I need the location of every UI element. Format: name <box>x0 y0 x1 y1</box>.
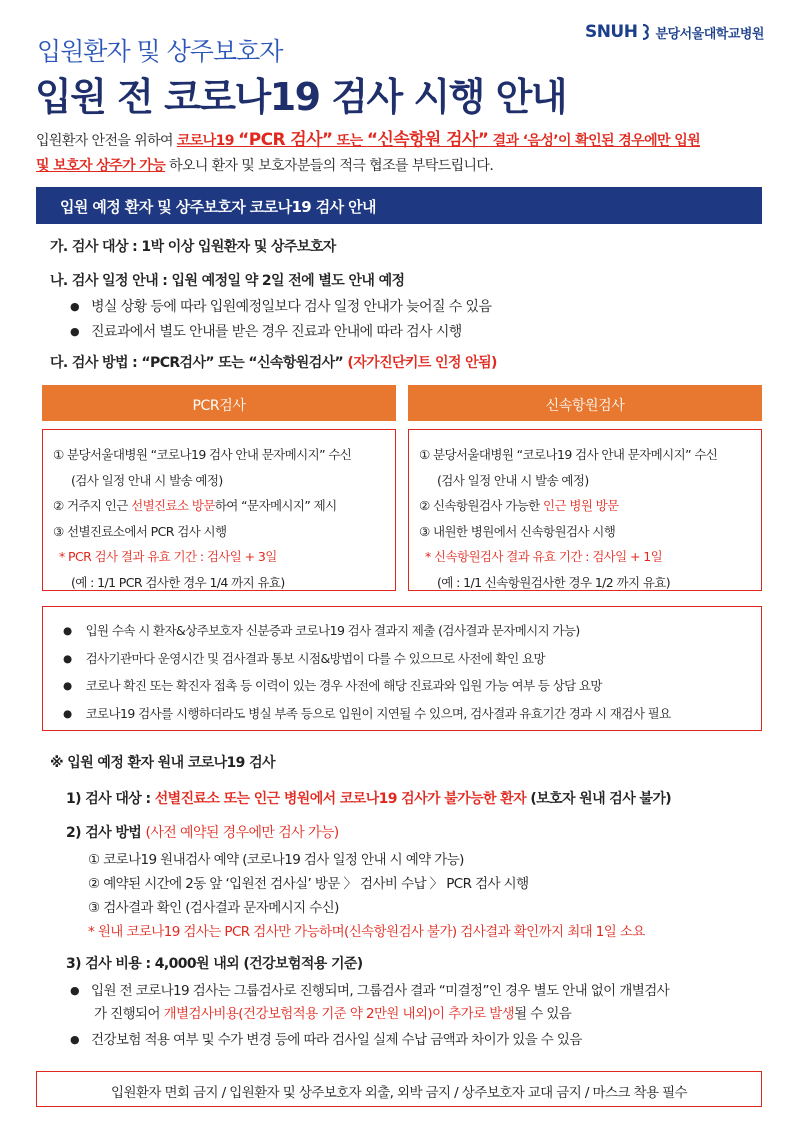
intro-highlight-or: 또는 <box>332 133 367 149</box>
section2-cost-bullet-2: ● 건강보험 적용 여부 및 수가 변경 등에 따라 검사일 실제 수납 금액과 차이가 있을 수 있음 <box>70 1028 582 1048</box>
pcr-step-1: ① 분당서울대병원 “코로나19 검사 안내 문자메시지” 수신 <box>53 447 352 462</box>
notice-item: ● 코로나19 검사를 시행하더라도 병실 부족 등으로 입원이 지연될 수 있으며, 검사결과 유효기간 경과 시 재검사 필요 <box>63 701 761 729</box>
notice-box <box>42 606 762 731</box>
intro-highlight-negative: 결과 ‘음성’이 확인된 경우에만 입원 <box>488 133 701 149</box>
logo-hospital-name: 분당서울대학교병원 <box>655 26 764 42</box>
rapid-step-2 <box>419 493 761 519</box>
section2-target-highlight: 선별진료소 또는 인근 병원에서 코로나19 검사가 불가능한 환자 <box>154 791 527 807</box>
pcr-body <box>42 429 396 591</box>
section2-cost-bullet-1-cont <box>94 1002 571 1022</box>
pcr-step-2-c: 하여 “문자메시지” 제시 <box>214 498 337 513</box>
item-da <box>50 352 497 372</box>
section-banner: 입원 예정 환자 및 상주보호자 코로나19 검사 안내 <box>36 187 762 224</box>
rapid-step-1: ① 분당서울대병원 “코로나19 검사 안내 문자메시지” 수신 <box>419 447 718 462</box>
intro-highlight-pcr: “PCR 검사” <box>238 130 333 150</box>
rapid-step-3: ③ 내원한 병원에서 신속항원검사 시행 <box>419 523 616 539</box>
test-method-columns <box>42 385 762 599</box>
section2-target-label: 1) 검사 대상 : <box>66 791 155 807</box>
intro-highlight-guardian: 및 보호자 상주가 가능 <box>36 158 166 174</box>
pcr-step-2-a: ② 거주지 인근 <box>53 498 132 513</box>
section2-method-step-1: ① 코로나19 원내검사 예약 (코로나19 검사 일정 안내 시 예약 가능) <box>88 852 464 868</box>
notice-item: ● 코로나 확진 또는 확진자 접촉 등 이력이 있는 경우 사전에 해당 진료과와 입원 가능 여부 등 상담 요망 <box>63 673 761 701</box>
rapid-header: 신속항원검사 <box>408 385 762 421</box>
section2-method-warning: * 원내 코로나19 검사는 PCR 검사만 가능하며(신속항원검사 불가) 검사결과 확인까지 최대 1일 소요 <box>88 924 645 940</box>
section2-method <box>66 822 339 842</box>
rapid-validity-example: (예 : 1/1 신속항원검사한 경우 1/2 까지 유효) <box>437 574 671 590</box>
page-title: 입원 전 코로나19 검사 시행 안내 <box>35 75 567 119</box>
rapid-step-2-a: ② 신속항원검사 가능한 <box>419 498 544 513</box>
intro-paragraph <box>36 128 766 179</box>
section2-method-step-2: ② 예약된 시간에 2동 앞 ‘입원전 검사실’ 방문 〉 검사비 수납 〉 PCR 검사 시행 <box>88 876 529 892</box>
pcr-step-1-note: (검사 일정 안내 시 발송 예정) <box>71 472 223 488</box>
intro-highlight-rapid: “신속항원 검사” <box>366 130 489 150</box>
rapid-step-2-highlight: 인근 병원 방문 <box>543 498 619 513</box>
section2-cost-cont-c: 될 수 있음 <box>514 1006 572 1022</box>
pcr-step-2 <box>53 493 395 519</box>
hospital-logo <box>585 22 764 42</box>
pcr-step-2-highlight: 선별진료소 방문 <box>131 498 215 513</box>
rapid-step-1-note: (검사 일정 안내 시 발송 예정) <box>437 472 589 488</box>
section2-target-note: (보호자 원내 검사 불가) <box>526 791 672 807</box>
logo-mark-icon <box>641 23 651 41</box>
item-na-bullet-2: ● 진료과에서 별도 안내를 받은 경우 진료과 안내에 따라 검사 시행 <box>70 321 462 341</box>
logo-brand: SNUH <box>584 22 638 42</box>
rapid-column <box>408 385 762 591</box>
section2-cost: 3) 검사 비용 : 4,000원 내외 (건강보험적용 기준) <box>66 956 363 972</box>
section2-cost-cont-a: 가 진행되어 <box>94 1006 164 1022</box>
pcr-step-3: ③ 선별진료소에서 PCR 검사 시행 <box>53 523 227 539</box>
intro-text: 입원환자 안전을 위하여 <box>36 133 177 149</box>
section2-method-note: (사전 예약된 경우에만 검사 가능) <box>145 825 339 841</box>
section2-cost-bullet-1: ● 입원 전 코로나19 검사는 그룹검사로 진행되며, 그룹검사 결과 “미결정”인 경우 별도 안내 없이 개별검사 <box>70 979 669 999</box>
section2-target <box>66 788 671 808</box>
intro-text-end: 하오니 환자 및 보호자분들의 적극 협조를 부탁드립니다. <box>165 158 494 174</box>
intro-highlight-covid: 코로나19 <box>176 133 239 149</box>
section2-cost-cont-highlight: 개별검사비용(건강보험적용 기준 약 2만원 내외)이 추가로 발생 <box>163 1006 515 1022</box>
notice-item: ● 입원 수속 시 환자&상주보호자 신분증과 코로나19 검사 결과지 제출 (검사결과 문자메시지 가능) <box>63 618 761 646</box>
item-da-warning: (자가진단키트 인정 안됨) <box>347 355 497 371</box>
pcr-header: PCR검사 <box>42 385 396 421</box>
section2-method-step-3: ③ 검사결과 확인 (검사결과 문자메시지 수신) <box>88 900 339 916</box>
item-na: 나. 검사 일정 안내 : 입원 예정일 약 2일 전에 별도 안내 예정 <box>50 273 405 289</box>
pcr-column <box>42 385 396 591</box>
item-da-text: 다. 검사 방법 : “PCR검사” 또는 “신속항원검사” <box>50 355 348 371</box>
page-subtitle: 입원환자 및 상주보호자 <box>37 37 283 66</box>
section2-title: ※ 입원 예정 환자 원내 코로나19 검사 <box>50 755 275 771</box>
footer-notice: 입원환자 면회 금지 / 입원환자 및 상주보호자 외출, 외박 금지 / 상주보호자 교대 금지 / 마스크 착용 필수 <box>36 1071 762 1107</box>
pcr-validity-example: (예 : 1/1 PCR 검사한 경우 1/4 까지 유효) <box>71 574 285 590</box>
rapid-validity: * 신속항원검사 결과 유효 기간 : 검사일 + 1일 <box>425 549 663 564</box>
section2-method-label: 2) 검사 방법 <box>66 825 146 841</box>
item-ga: 가. 검사 대상 : 1박 이상 입원환자 및 상주보호자 <box>50 239 336 255</box>
notice-item: ● 검사기관마다 운영시간 및 검사결과 통보 시점&방법이 다를 수 있으므로 사전에 확인 요망 <box>63 646 761 674</box>
rapid-body <box>408 429 762 591</box>
pcr-validity: * PCR 검사 결과 유효 기간 : 검사일 + 3일 <box>59 549 277 564</box>
item-na-bullet-1: ● 병실 상황 등에 따라 입원예정일보다 검사 일정 안내가 늦어질 수 있음 <box>70 296 491 316</box>
